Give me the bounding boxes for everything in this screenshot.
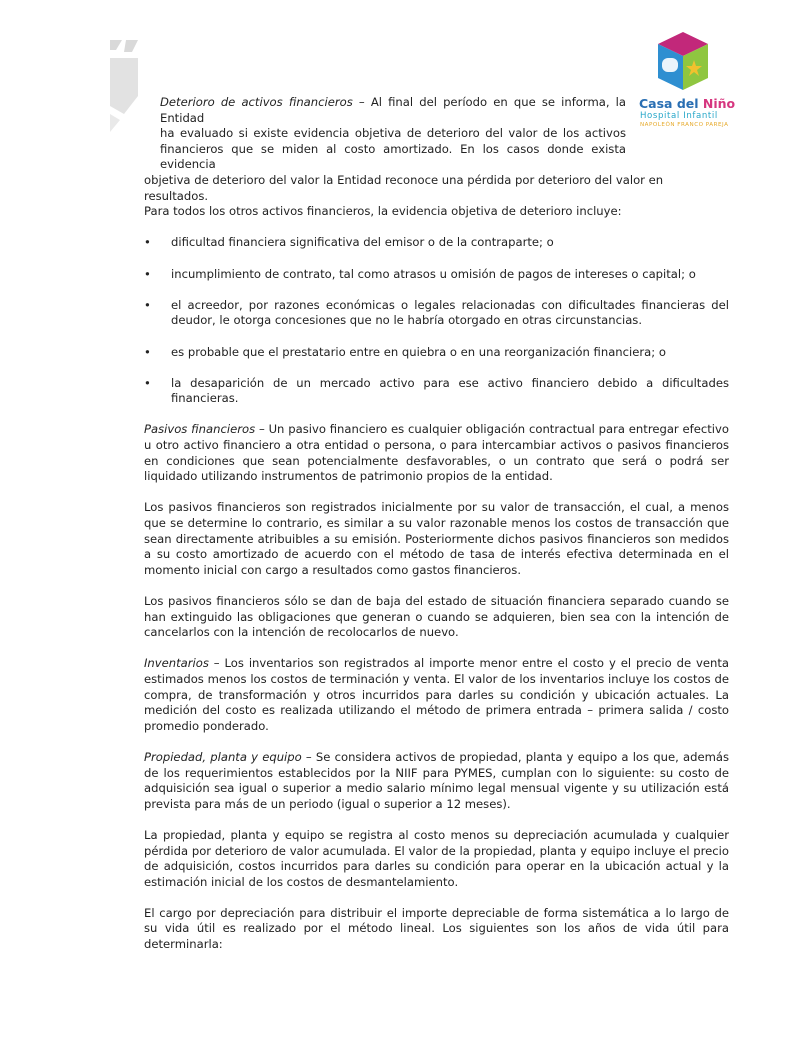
bullet-icon: • [144, 344, 151, 359]
document-body [144, 95, 729, 968]
house-logo-icon [634, 26, 732, 96]
ppe-heading: Propiedad, planta y equipo [144, 749, 302, 764]
logo-tagline: NAPOLEÓN FRANCO PAREJA [640, 122, 729, 128]
list-item: • la desaparición de un mercado activo para ese activo financiero debido a dificultades financieras. [144, 375, 729, 406]
ppe-paragraph-3: El cargo por depreciación para distribuir el importe depreciable de forma sistemática a lo largo de su vida útil es realizado por el método lineal. Los siguientes son los años de vida útil para determinarla: [144, 905, 729, 952]
list-item: • incumplimiento de contrato, tal como atrasos u omisión de pagos de intereses o capital; o [144, 266, 696, 281]
list-item: • dificultad financiera significativa del emisor o de la contraparte; o [144, 235, 554, 250]
ppe-paragraph-2: La propiedad, planta y equipo se registra al costo menos su depreciación acumulada y cualquier pérdida por deterioro de valor acumulada. El valor de la propiedad, planta y equipo incluye el precio de adquisición, costos incurridos para darles su condición para operar en la ubicación actual y la estimación inicial de los costos de desmantelamiento. [144, 827, 729, 889]
logo-wordmark: Casa del Niño [639, 96, 736, 111]
intro-line-2: ha evaluado si existe evidencia objetiva de deterioro del valor de los activos [160, 126, 626, 141]
intro-line-4: objetiva de deterioro del valor la Entidad reconoce una pérdida por deterioro del valor en resultados. [144, 172, 664, 203]
list-item: • es probable que el prestatario entre en quiebra o en una reorganización financiera; o [144, 344, 666, 359]
bullet-icon: • [144, 235, 151, 250]
ppe-paragraph: Propiedad, planta y equipo – Se considera activos de propiedad, planta y equipo a los que, además de los requerimientos establecidos por la NIIF para PYMES, cumplan con lo siguiente: su costo de adquisición sea igual o superior a medio salario mínimo legal mensual vigente y su utilización está prevista para más de un periodo (igual o superior a 12 meses). [144, 749, 730, 811]
pasivos-paragraph-3: Los pasivos financieros sólo se dan de baja del estado de situación financiera separado cuando se han extinguido las obligaciones que generan o cuando se adquieren, bien sea con la intención de cancelarlos con la intención de recolocarlos de nuevo. [144, 594, 729, 640]
bullet-icon: • [144, 297, 151, 312]
impairment-evidence-list [144, 235, 729, 407]
list-item: • el acreedor, por razones económicas o legales relacionadas con dificultades financieras del deudor, le otorga concesiones que no le habría otorgado en otras circunstancias. [144, 297, 729, 328]
decorative-mark-icon [110, 40, 142, 132]
intro-line-1: Deterioro de activos financieros – Al final del período en que se informa, la Entidad [160, 95, 626, 125]
intro-line-5: Para todos los otros activos financieros, la evidencia objetiva de deterioro incluye: [144, 204, 622, 219]
logo-subtitle: Hospital Infantil [640, 111, 718, 121]
intro-heading: Deterioro de activos financieros [160, 95, 353, 109]
bullet-icon: • [144, 266, 151, 281]
intro-paragraph [144, 95, 729, 220]
inventarios-heading: Inventarios [144, 656, 209, 671]
pasivos-paragraph-2: Los pasivos financieros son registrados inicialmente por su valor de transacción, el cual, a menos que se determine lo contrario, es similar a su valor razonable menos los costos de transacción que sean directamente atribuibles a su emisión. Posteriormente dichos pasivos financieros son medidos a su costo amortizado de acuerdo con el método de tasa de interés efectiva determinada en el momento inicial con cargo a resultados como gastos financieros. [144, 500, 729, 577]
pasivos-paragraph: Pasivos financieros – Un pasivo financiero es cualquier obligación contractual para entregar efectivo u otro activo financiero a otra entidad o persona, o para intercambiar activos o pasivos financieros en condiciones que sean potencialmente desfavorables, o un contrato que será o podrá ser liquidado utilizando instrumentos de patrimonio propios de la entidad. [144, 422, 729, 484]
inventarios-paragraph: Inventarios – Los inventarios son registrados al importe menor entre el costo y el precio de venta estimados menos los costos de terminación y venta. El valor de los inventarios incluye los costos de compra, de transformación y otros incurridos para darles su condición y ubicación actuales. La medición del costo es realizada utilizando el método de primera entrada – primera salida / costo promedio ponderado. [144, 656, 729, 733]
pasivos-heading: Pasivos financieros [144, 422, 256, 437]
intro-line-3: financieros que se miden al costo amortizado. En los casos donde exista evidencia [160, 141, 626, 172]
bullet-icon: • [144, 375, 151, 390]
